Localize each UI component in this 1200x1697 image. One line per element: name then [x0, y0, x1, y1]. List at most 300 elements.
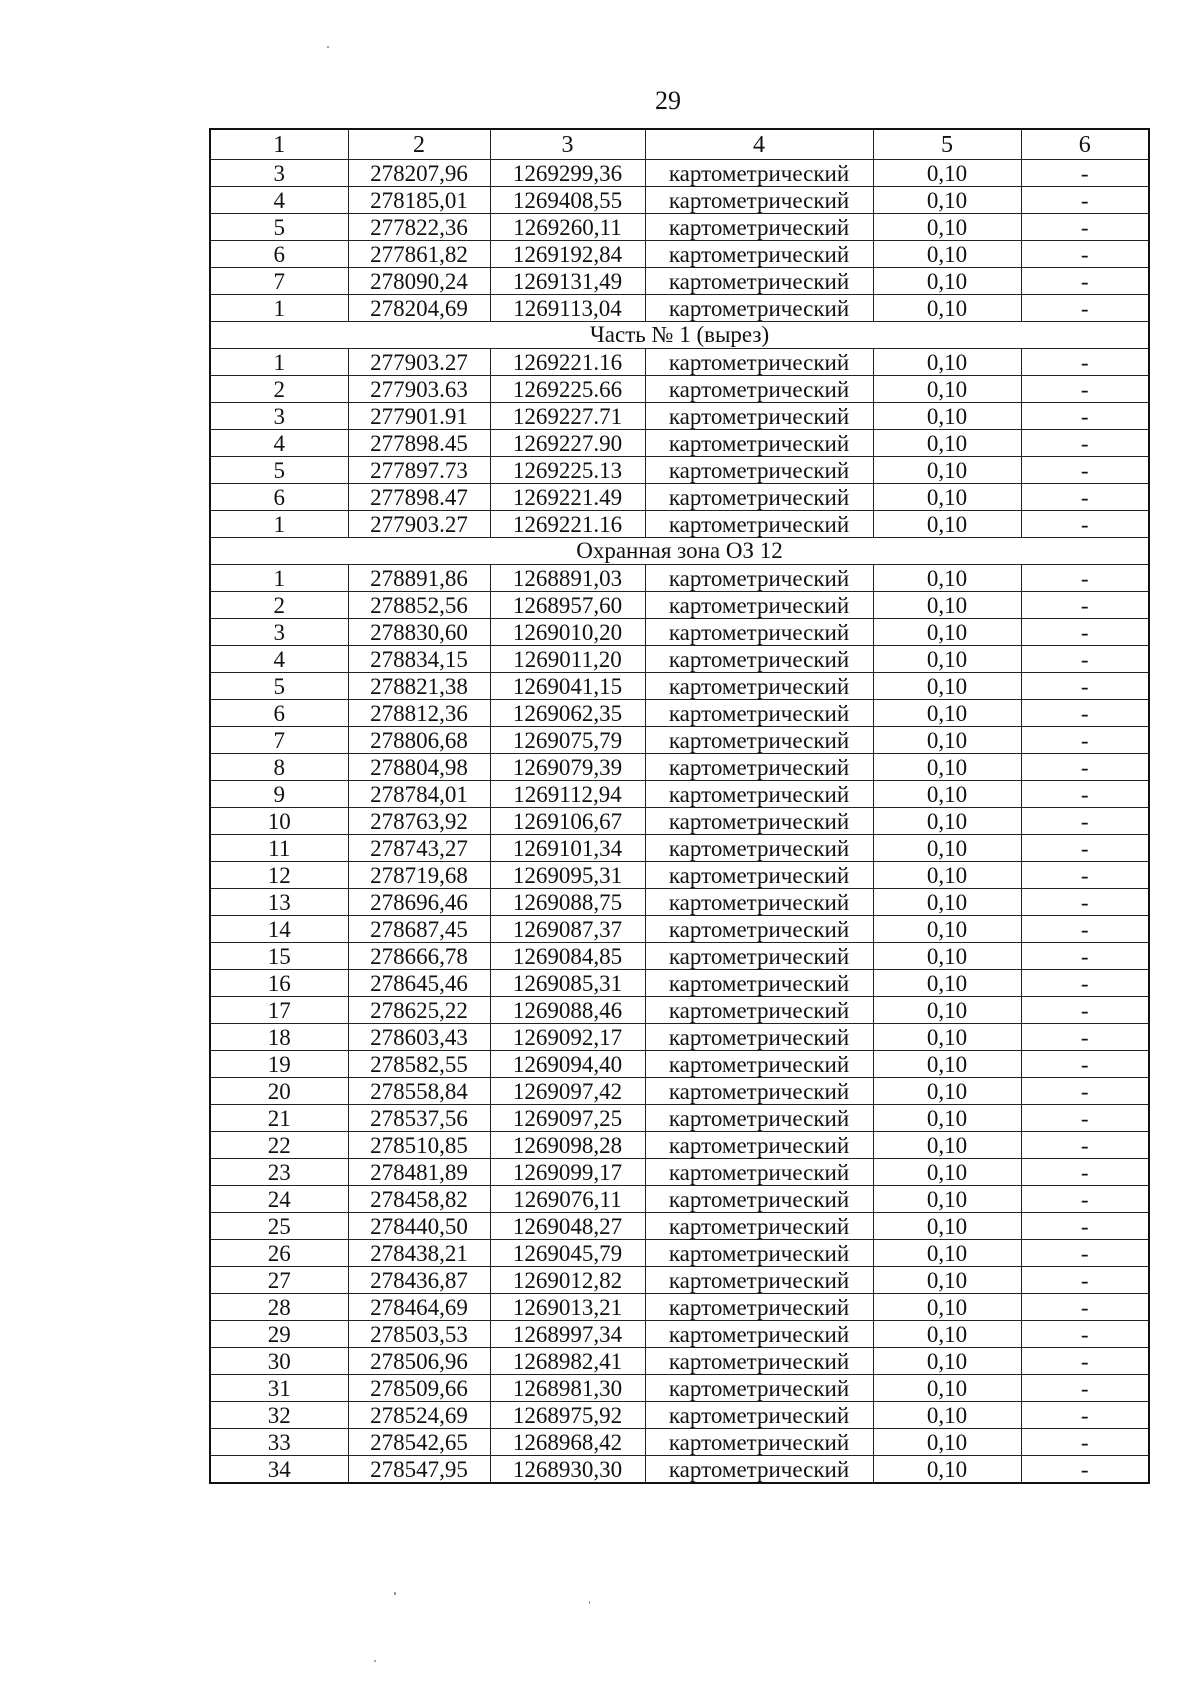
table-cell: картометрический [645, 1132, 873, 1159]
table-cell: 1269045,79 [490, 1240, 645, 1267]
table-cell: 278436,87 [348, 1267, 490, 1294]
table-cell: 0,10 [873, 592, 1021, 619]
table-cell: картометрический [645, 187, 873, 214]
table-cell: 277861,82 [348, 241, 490, 268]
table-cell: картометрический [645, 484, 873, 511]
table-cell: 1268957,60 [490, 592, 645, 619]
table-cell: 1269088,75 [490, 889, 645, 916]
table-cell: 278812,36 [348, 700, 490, 727]
column-header: 1 [210, 129, 348, 160]
table-cell: - [1021, 1267, 1149, 1294]
table-cell: 0,10 [873, 1159, 1021, 1186]
table-cell: 278830,60 [348, 619, 490, 646]
table-cell: картометрический [645, 565, 873, 592]
table-cell: 1268981,30 [490, 1375, 645, 1402]
table-row [210, 700, 1149, 727]
table-cell: - [1021, 1429, 1149, 1456]
table-cell: 13 [210, 889, 348, 916]
table-cell: 1268982,41 [490, 1348, 645, 1375]
table-cell: 278806,68 [348, 727, 490, 754]
table-cell: 0,10 [873, 1078, 1021, 1105]
table-cell: 278207,96 [348, 160, 490, 187]
table-cell: 277822,36 [348, 214, 490, 241]
table-cell: 1269101,34 [490, 835, 645, 862]
table-cell: 0,10 [873, 214, 1021, 241]
section-row [210, 538, 1149, 565]
table-cell: - [1021, 376, 1149, 403]
table-cell: 278834,15 [348, 646, 490, 673]
table-cell: 1269087,37 [490, 916, 645, 943]
table-cell: картометрический [645, 916, 873, 943]
table-cell: картометрический [645, 241, 873, 268]
table-row [210, 484, 1149, 511]
table-row [210, 376, 1149, 403]
table-cell: 1269095,31 [490, 862, 645, 889]
table-row [210, 1186, 1149, 1213]
table-cell: 278625,22 [348, 997, 490, 1024]
table-cell: 14 [210, 916, 348, 943]
table-cell: 278719,68 [348, 862, 490, 889]
table-cell: 1269227.71 [490, 403, 645, 430]
page-number: 29 [655, 86, 681, 115]
table-cell: 278185,01 [348, 187, 490, 214]
table-row [210, 592, 1149, 619]
table-cell: 278481,89 [348, 1159, 490, 1186]
table-row [210, 1159, 1149, 1186]
table-cell: картометрический [645, 457, 873, 484]
table-cell: 26 [210, 1240, 348, 1267]
table-row [210, 1402, 1149, 1429]
table-cell: картометрический [645, 1348, 873, 1375]
table-cell: 2 [210, 376, 348, 403]
table-cell: 20 [210, 1078, 348, 1105]
table-cell: 278090,24 [348, 268, 490, 295]
table-cell: 1269076,11 [490, 1186, 645, 1213]
table-cell: 4 [210, 187, 348, 214]
table-cell: 1269221.16 [490, 511, 645, 538]
table-cell: 1268891,03 [490, 565, 645, 592]
table-cell: 278458,82 [348, 1186, 490, 1213]
table-cell: картометрический [645, 1105, 873, 1132]
table-cell: 0,10 [873, 1186, 1021, 1213]
table-cell: 7 [210, 727, 348, 754]
table-cell: 1 [210, 565, 348, 592]
table-cell: - [1021, 1213, 1149, 1240]
table-row [210, 1348, 1149, 1375]
table-cell: 278763,92 [348, 808, 490, 835]
table-cell: картометрический [645, 1375, 873, 1402]
table-cell: 278440,50 [348, 1213, 490, 1240]
table-cell: 1269225.13 [490, 457, 645, 484]
table-cell: 1269131,49 [490, 268, 645, 295]
table-cell: - [1021, 1294, 1149, 1321]
table-row [210, 1375, 1149, 1402]
table-cell: 1269299,36 [490, 160, 645, 187]
table-cell: 278603,43 [348, 1024, 490, 1051]
table-cell: 1269088,46 [490, 997, 645, 1024]
table-cell: 0,10 [873, 241, 1021, 268]
table-cell: 1269097,42 [490, 1078, 645, 1105]
table-cell: 1269075,79 [490, 727, 645, 754]
table-cell: 1268968,42 [490, 1429, 645, 1456]
table-cell: - [1021, 241, 1149, 268]
table-cell: 1 [210, 295, 348, 322]
table-cell: 11 [210, 835, 348, 862]
table-row [210, 727, 1149, 754]
table-cell: 34 [210, 1456, 348, 1484]
table-cell: картометрический [645, 619, 873, 646]
table-cell: - [1021, 1105, 1149, 1132]
table-row [210, 268, 1149, 295]
table-cell: 1269062,35 [490, 700, 645, 727]
column-header: 2 [348, 129, 490, 160]
table-cell: 0,10 [873, 1321, 1021, 1348]
table-row [210, 970, 1149, 997]
table-cell: 0,10 [873, 403, 1021, 430]
table-cell: 278784,01 [348, 781, 490, 808]
table-cell: 5 [210, 214, 348, 241]
table-cell: 1269112,94 [490, 781, 645, 808]
table-cell: картометрический [645, 1078, 873, 1105]
table-row [210, 1267, 1149, 1294]
table-cell: 277903.63 [348, 376, 490, 403]
table-cell: 1269079,39 [490, 754, 645, 781]
table-cell: - [1021, 619, 1149, 646]
table-cell: 1268997,34 [490, 1321, 645, 1348]
table-cell: - [1021, 187, 1149, 214]
table-row [210, 295, 1149, 322]
table-cell: 1269012,82 [490, 1267, 645, 1294]
table-row [210, 457, 1149, 484]
table-cell: - [1021, 916, 1149, 943]
table-cell: 278852,56 [348, 592, 490, 619]
table-cell: картометрический [645, 1213, 873, 1240]
table-cell: 0,10 [873, 1456, 1021, 1484]
table-cell: 1269097,25 [490, 1105, 645, 1132]
table-cell: 0,10 [873, 376, 1021, 403]
table-cell: 0,10 [873, 1132, 1021, 1159]
table-cell: - [1021, 457, 1149, 484]
table-cell: 278204,69 [348, 295, 490, 322]
table-cell: - [1021, 403, 1149, 430]
table-cell: 0,10 [873, 970, 1021, 997]
table-cell: картометрический [645, 376, 873, 403]
scan-speck [374, 1660, 376, 1662]
table-cell: картометрический [645, 808, 873, 835]
table-cell: картометрический [645, 1267, 873, 1294]
table-cell: - [1021, 781, 1149, 808]
table-cell: 278503,53 [348, 1321, 490, 1348]
table-cell: - [1021, 997, 1149, 1024]
table-row [210, 943, 1149, 970]
table-cell: 0,10 [873, 835, 1021, 862]
table-cell: 278645,46 [348, 970, 490, 997]
table-cell: картометрический [645, 592, 873, 619]
column-header: 5 [873, 129, 1021, 160]
table-row [210, 862, 1149, 889]
table-row [210, 646, 1149, 673]
table-cell: 278804,98 [348, 754, 490, 781]
table-cell: 0,10 [873, 484, 1021, 511]
table-cell: 0,10 [873, 781, 1021, 808]
table-cell: картометрический [645, 1321, 873, 1348]
table-cell: картометрический [645, 1402, 873, 1429]
table-cell: - [1021, 565, 1149, 592]
table-cell: - [1021, 1240, 1149, 1267]
table-cell: - [1021, 1024, 1149, 1051]
table-cell: 0,10 [873, 1240, 1021, 1267]
table-cell: 278537,56 [348, 1105, 490, 1132]
table-cell: 22 [210, 1132, 348, 1159]
scan-speck [394, 1592, 396, 1595]
table-cell: 6 [210, 484, 348, 511]
table-cell: - [1021, 295, 1149, 322]
table-cell: 0,10 [873, 646, 1021, 673]
table-cell: - [1021, 889, 1149, 916]
table-row [210, 160, 1149, 187]
table-cell: - [1021, 511, 1149, 538]
table-cell: картометрический [645, 403, 873, 430]
table-cell: 278666,78 [348, 943, 490, 970]
table-cell: картометрический [645, 862, 873, 889]
table-cell: 1269011,20 [490, 646, 645, 673]
section-title: Часть № 1 (вырез) [210, 322, 1149, 349]
table-cell: 0,10 [873, 1402, 1021, 1429]
table-cell: картометрический [645, 1240, 873, 1267]
table-cell: - [1021, 592, 1149, 619]
table-row [210, 1429, 1149, 1456]
table-cell: 30 [210, 1348, 348, 1375]
table-cell: 1269094,40 [490, 1051, 645, 1078]
table-cell: - [1021, 754, 1149, 781]
table-cell: - [1021, 1186, 1149, 1213]
table-cell: 24 [210, 1186, 348, 1213]
table-cell: 0,10 [873, 268, 1021, 295]
table-cell: 16 [210, 970, 348, 997]
table-cell: - [1021, 727, 1149, 754]
table-cell: 0,10 [873, 1348, 1021, 1375]
table-cell: 3 [210, 403, 348, 430]
table-cell: 277903.27 [348, 349, 490, 376]
table-cell: 0,10 [873, 997, 1021, 1024]
table-cell: 278524,69 [348, 1402, 490, 1429]
table-cell: 0,10 [873, 889, 1021, 916]
table-cell: картометрический [645, 970, 873, 997]
table-cell: 1269010,20 [490, 619, 645, 646]
table-cell: 0,10 [873, 160, 1021, 187]
table-cell: 1 [210, 511, 348, 538]
table-cell: картометрический [645, 1024, 873, 1051]
table-cell: 278464,69 [348, 1294, 490, 1321]
table-row [210, 835, 1149, 862]
table-cell: картометрический [645, 430, 873, 457]
table-cell: 0,10 [873, 1213, 1021, 1240]
table-cell: - [1021, 1321, 1149, 1348]
table-row [210, 754, 1149, 781]
table-cell: 277898.45 [348, 430, 490, 457]
table-cell: картометрический [645, 268, 873, 295]
table-cell: - [1021, 430, 1149, 457]
table-row [210, 214, 1149, 241]
table-cell: 277898.47 [348, 484, 490, 511]
table-cell: - [1021, 268, 1149, 295]
table-cell: 32 [210, 1402, 348, 1429]
table-cell: 17 [210, 997, 348, 1024]
table-cell: картометрический [645, 511, 873, 538]
table-cell: 1268975,92 [490, 1402, 645, 1429]
table-row [210, 349, 1149, 376]
table-row [210, 1132, 1149, 1159]
table-cell: 1269092,17 [490, 1024, 645, 1051]
table-cell: 0,10 [873, 700, 1021, 727]
table-cell: 12 [210, 862, 348, 889]
table-cell: 0,10 [873, 619, 1021, 646]
table-cell: - [1021, 673, 1149, 700]
table-cell: 0,10 [873, 1105, 1021, 1132]
table-row [210, 1321, 1149, 1348]
table-cell: картометрический [645, 943, 873, 970]
table-cell: - [1021, 1402, 1149, 1429]
table-cell: 1269085,31 [490, 970, 645, 997]
table-cell: картометрический [645, 295, 873, 322]
table-cell: картометрический [645, 1429, 873, 1456]
table-cell: 278506,96 [348, 1348, 490, 1375]
section-row [210, 322, 1149, 349]
table-cell: - [1021, 646, 1149, 673]
table-cell: 1269013,21 [490, 1294, 645, 1321]
table-cell: 0,10 [873, 187, 1021, 214]
table-cell: 1269113,04 [490, 295, 645, 322]
table-row [210, 1240, 1149, 1267]
table-row [210, 511, 1149, 538]
table-cell: 0,10 [873, 430, 1021, 457]
table-cell: 0,10 [873, 1024, 1021, 1051]
table-cell: - [1021, 1159, 1149, 1186]
table-cell: 1269225.66 [490, 376, 645, 403]
table-cell: картометрический [645, 1051, 873, 1078]
table-row [210, 916, 1149, 943]
table-cell: - [1021, 1456, 1149, 1484]
table-cell: 278509,66 [348, 1375, 490, 1402]
table-cell: 0,10 [873, 808, 1021, 835]
table-cell: - [1021, 970, 1149, 997]
table-cell: 4 [210, 646, 348, 673]
table-cell: 277901.91 [348, 403, 490, 430]
section-title: Охранная зона ОЗ 12 [210, 538, 1149, 565]
table-cell: 278891,86 [348, 565, 490, 592]
table-cell: - [1021, 484, 1149, 511]
table-cell: - [1021, 1051, 1149, 1078]
table-cell: 0,10 [873, 916, 1021, 943]
table-cell: картометрический [645, 754, 873, 781]
table-cell: 0,10 [873, 457, 1021, 484]
table-cell: 1269221.16 [490, 349, 645, 376]
table-cell: 1269041,15 [490, 673, 645, 700]
table-row [210, 781, 1149, 808]
table-cell: 5 [210, 673, 348, 700]
table-cell: 0,10 [873, 727, 1021, 754]
table-cell: 0,10 [873, 673, 1021, 700]
table-cell: 8 [210, 754, 348, 781]
table-cell: 33 [210, 1429, 348, 1456]
table-cell: 23 [210, 1159, 348, 1186]
table-cell: 1268930,30 [490, 1456, 645, 1484]
table-cell: 278542,65 [348, 1429, 490, 1456]
table-cell: 1269106,67 [490, 808, 645, 835]
table-row [210, 619, 1149, 646]
table-cell: 278743,27 [348, 835, 490, 862]
table-cell: картометрический [645, 835, 873, 862]
table-cell: 10 [210, 808, 348, 835]
table-cell: - [1021, 700, 1149, 727]
table-cell: 0,10 [873, 1429, 1021, 1456]
table-row [210, 1105, 1149, 1132]
table-row [210, 241, 1149, 268]
table-cell: 1269192,84 [490, 241, 645, 268]
table-cell: 1269227.90 [490, 430, 645, 457]
table-row [210, 1024, 1149, 1051]
table-cell: картометрический [645, 646, 873, 673]
table-cell: - [1021, 214, 1149, 241]
table-cell: 5 [210, 457, 348, 484]
table-cell: картометрический [645, 727, 873, 754]
table-cell: 277903.27 [348, 511, 490, 538]
table-cell: 3 [210, 160, 348, 187]
coordinates-table [209, 128, 1150, 1484]
table-cell: 15 [210, 943, 348, 970]
table-cell: 278438,21 [348, 1240, 490, 1267]
table-row [210, 430, 1149, 457]
table-cell: 3 [210, 619, 348, 646]
table-cell: 1269408,55 [490, 187, 645, 214]
table-row [210, 808, 1149, 835]
column-header: 6 [1021, 129, 1149, 160]
table-cell: 29 [210, 1321, 348, 1348]
table-cell: 19 [210, 1051, 348, 1078]
table-cell: 1269098,28 [490, 1132, 645, 1159]
table-cell: 0,10 [873, 1375, 1021, 1402]
table-cell: 21 [210, 1105, 348, 1132]
table-cell: картометрический [645, 349, 873, 376]
table-cell: 9 [210, 781, 348, 808]
table-cell: 0,10 [873, 565, 1021, 592]
table-row [210, 187, 1149, 214]
table-cell: 1 [210, 349, 348, 376]
table-cell: 0,10 [873, 1267, 1021, 1294]
table-cell: 1269260,11 [490, 214, 645, 241]
table-cell: 278696,46 [348, 889, 490, 916]
table-cell: - [1021, 808, 1149, 835]
table-cell: 0,10 [873, 1294, 1021, 1321]
table-row [210, 1456, 1149, 1484]
table-cell: - [1021, 349, 1149, 376]
table-cell: картометрический [645, 1159, 873, 1186]
table-row [210, 1051, 1149, 1078]
table-cell: 7 [210, 268, 348, 295]
table-cell: 18 [210, 1024, 348, 1051]
table-cell: - [1021, 1132, 1149, 1159]
table-cell: 0,10 [873, 349, 1021, 376]
table-cell: картометрический [645, 1456, 873, 1484]
table-cell: картометрический [645, 160, 873, 187]
table-header-row [210, 129, 1149, 160]
table-cell: 277897.73 [348, 457, 490, 484]
table-cell: 0,10 [873, 295, 1021, 322]
table-cell: 25 [210, 1213, 348, 1240]
table-cell: картометрический [645, 889, 873, 916]
table-cell: 278582,55 [348, 1051, 490, 1078]
table-cell: 1269084,85 [490, 943, 645, 970]
